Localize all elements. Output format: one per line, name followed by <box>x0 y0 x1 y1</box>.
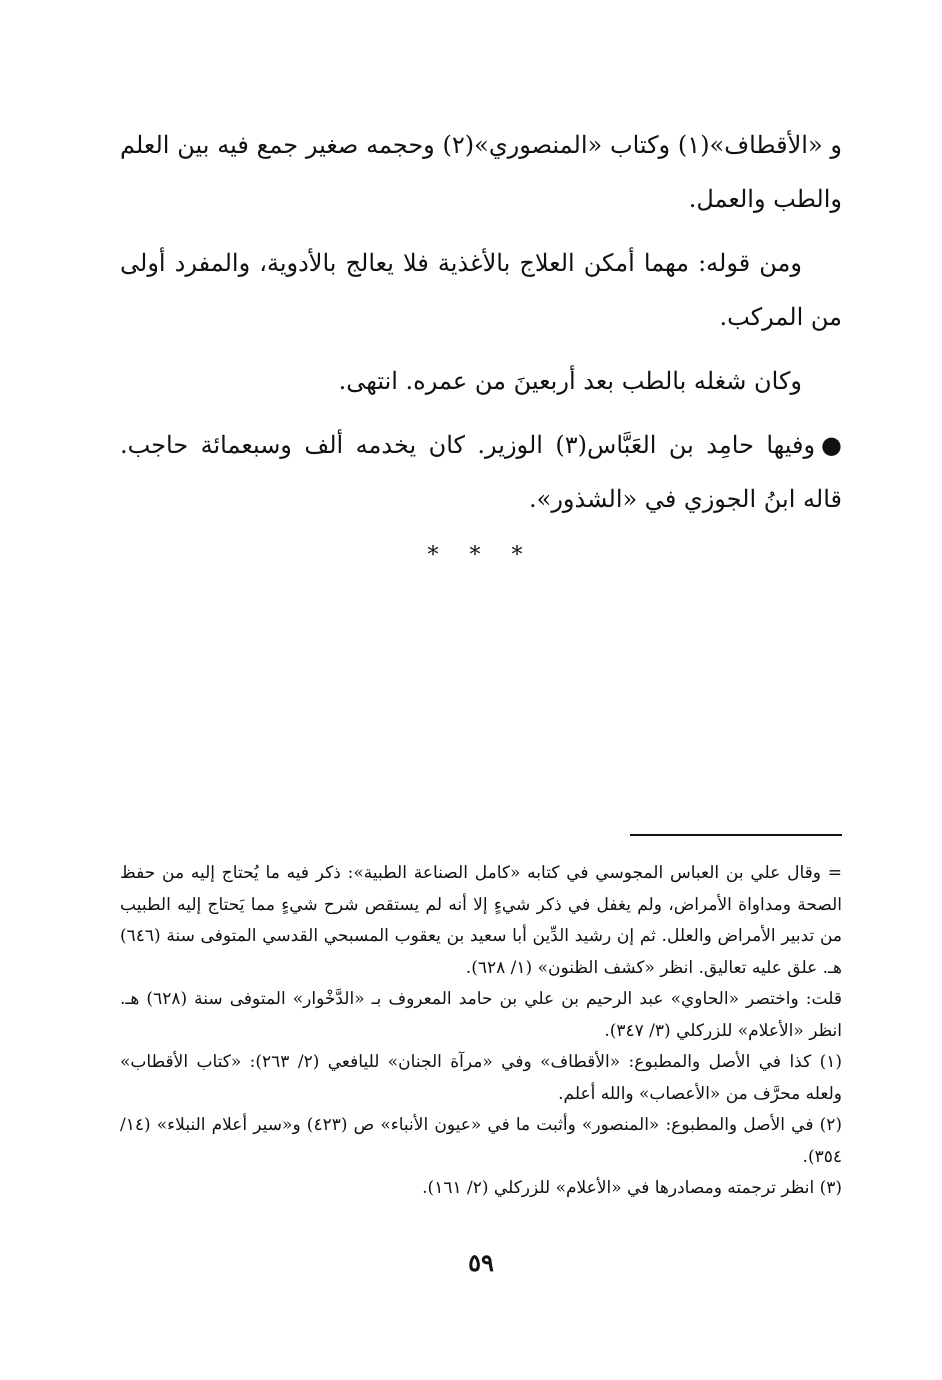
section-separator: * * * <box>427 543 535 568</box>
book-page <box>120 0 842 1380</box>
paragraph-3: وكان شغله بالطب بعد أربعينَ من عمره. انتهى. <box>338 367 802 395</box>
footnote-3: (٣) انظر ترجمته ومصادرها في «الأعلام» للزركلي (٢/ ١٦١). <box>422 1178 842 1198</box>
footnote-1: (١) كذا في الأصل والمطبوع: «الأقطاف» وفي «مرآة الجنان» لليافعي (٢/ ٢٦٣): «كتاب الأقطاب» ولعله محرَّف من «الأعصاب» والله أعلم. <box>120 1052 842 1104</box>
page-number: ٥٩ <box>468 1248 494 1277</box>
main-text <box>120 118 842 576</box>
footnote-continuation: = وقال علي بن العباس المجوسي في كتابه «كامل الصناعة الطبية»: ذكر فيه ما يُحتاج إليه من حفظ الصحة ومداواة الأمراض، ولم يغفل في ذكر شيءٍ إلا أنه لم يستقص شرح شيءٍ مما يَحتاج إليه الطبيب من تدبير الأمراض والعلل. ثم إن رشيد الدِّين أبا سعيد بن يعقوب المسبحي القدسي المتوفى سنة (٦٤٦) هـ. علق عليه تعاليق. انظر «كشف الظنون» (١/ ٦٢٨). <box>120 863 842 978</box>
footnote-divider <box>630 834 842 836</box>
paragraph-1: و «الأقطاف»(١) وكتاب «المنصوري»(٢) وحجمه صغير جمع فيه بين العلم والطب والعمل. <box>120 131 842 213</box>
footnote-2: (٢) في الأصل والمطبوع: «المنصور» وأثبت ما في «عيون الأنباء» ص (٤٢٣) و«سير أعلام النبلاء» (١٤/ ٣٥٤). <box>120 1115 842 1167</box>
paragraph-4-text: وفيها حامِد بن العَبَّاس(٣) الوزير. كان يخدمه ألف وسبعمائة حاجب. قاله ابنُ الجوزي في «الشذور». <box>120 431 842 513</box>
footnotes <box>120 858 842 1205</box>
footnote-continuation-2: قلت: واختصر «الحاوي» عبد الرحيم بن علي بن حامد المعروف بـ «الدَّخْوار» المتوفى سنة (٦٢٨) هـ. انظر «الأعلام» للزركلي (٣/ ٣٤٧). <box>120 989 842 1041</box>
bullet-icon: ● <box>821 431 842 459</box>
paragraph-4 <box>120 418 842 526</box>
paragraph-2: ومن قوله: مهما أمكن العلاج بالأغذية فلا يعالج بالأدوية، والمفرد أولى من المركب. <box>120 249 842 331</box>
